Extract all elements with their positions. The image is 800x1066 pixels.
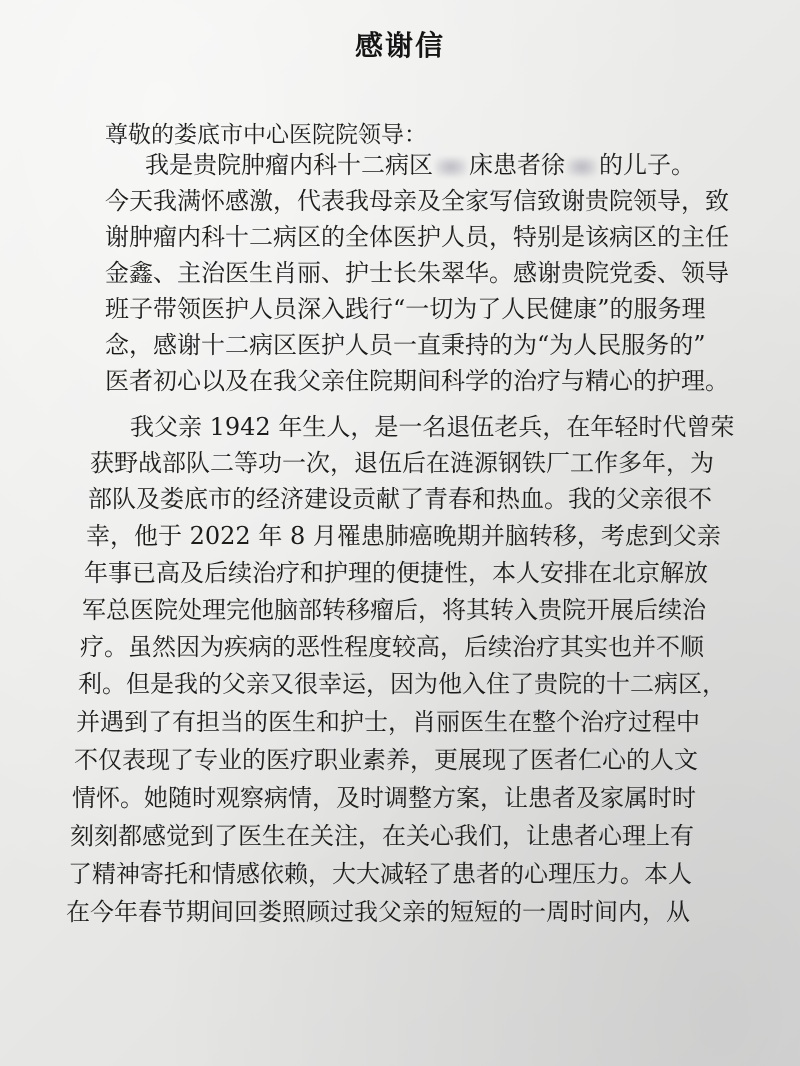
- letter-line-14: 疗。虽然因为疾病的恶性程度较高，后续治疗其实也并不顺: [80, 633, 704, 661]
- letter-line-19: 刻刻都感觉到了医生在关注，在关心我们，让患者心理上有: [70, 822, 694, 850]
- letter-title: 感谢信: [354, 29, 445, 62]
- redacted-bed-number: [435, 157, 467, 177]
- letter-line-2: 今天我满怀感激，代表我母亲及全家写信致谢贵院领导，致: [105, 187, 729, 215]
- letter-line-17: 不仅表现了专业的医疗职业素养，更展现了医者仁心的人文: [74, 746, 698, 774]
- salutation: 尊敬的娄底市中心医院院领导：: [105, 122, 427, 148]
- letter-line-18: 情怀。她随时观察病情，及时调整方案，让患者及家属时时: [72, 784, 696, 812]
- letter-line-13: 军总医院处理完他脑部转移瘤后，将其转入贵院开展后续治: [82, 596, 706, 624]
- letter-line-11: 幸，他于 2022 年 8 月罹患肺癌晚期并脑转移，考虑到父亲: [86, 522, 721, 550]
- letter-line-6: 念，感谢十二病区医护人员一直秉持的为“为人民服务的”: [105, 331, 706, 359]
- letter-line-1-part-3: 的儿子。: [599, 151, 695, 179]
- letter-line-5: 班子带领医护人员深入践行“一切为了人民健康”的服务理: [105, 295, 706, 323]
- letter-line-9: 获野战部队二等功一次，退伍后在涟源钢铁厂工作多年，为: [90, 449, 714, 477]
- letter-line-1-part-1: 我是贵院肿瘤内科十二病区: [145, 151, 433, 179]
- letter-line-7: 医者初心以及在我父亲住院期间科学的治疗与精心的护理。: [105, 367, 729, 395]
- letter-line-10: 部队及娄底市的经济建设贡献了青春和热血。我的父亲很不: [88, 485, 712, 513]
- letter-line-20: 了精神寄托和情感依赖，大大减轻了患者的心理压力。本人: [68, 860, 692, 888]
- letter-line-3: 谢肿瘤内科十二病区的全体医护人员，特别是该病区的主任: [105, 223, 729, 251]
- letter-line-1: [145, 150, 695, 180]
- letter-line-12: 年事已高及后续治疗和护理的便捷性，本人安排在北京解放: [84, 559, 708, 587]
- redacted-patient-name: [567, 157, 597, 177]
- letter-line-16: 并遇到了有担当的医生和护士，肖丽医生在整个治疗过程中: [76, 708, 700, 736]
- letter-line-4: 金鑫、主治医生肖丽、护士长朱翠华。感谢贵院党委、领导: [105, 259, 729, 287]
- letter-line-1-part-2: 床患者徐: [469, 151, 565, 179]
- letter-line-21: 在今年春节期间回娄照顾过我父亲的短短的一周时间内，从: [66, 898, 690, 926]
- letter-line-15: 利。但是我的父亲又很幸运，因为他入住了贵院的十二病区，: [78, 670, 726, 698]
- letter-line-8: 我父亲 1942 年生人，是一名退伍老兵，在年轻时代曾荣: [130, 413, 735, 441]
